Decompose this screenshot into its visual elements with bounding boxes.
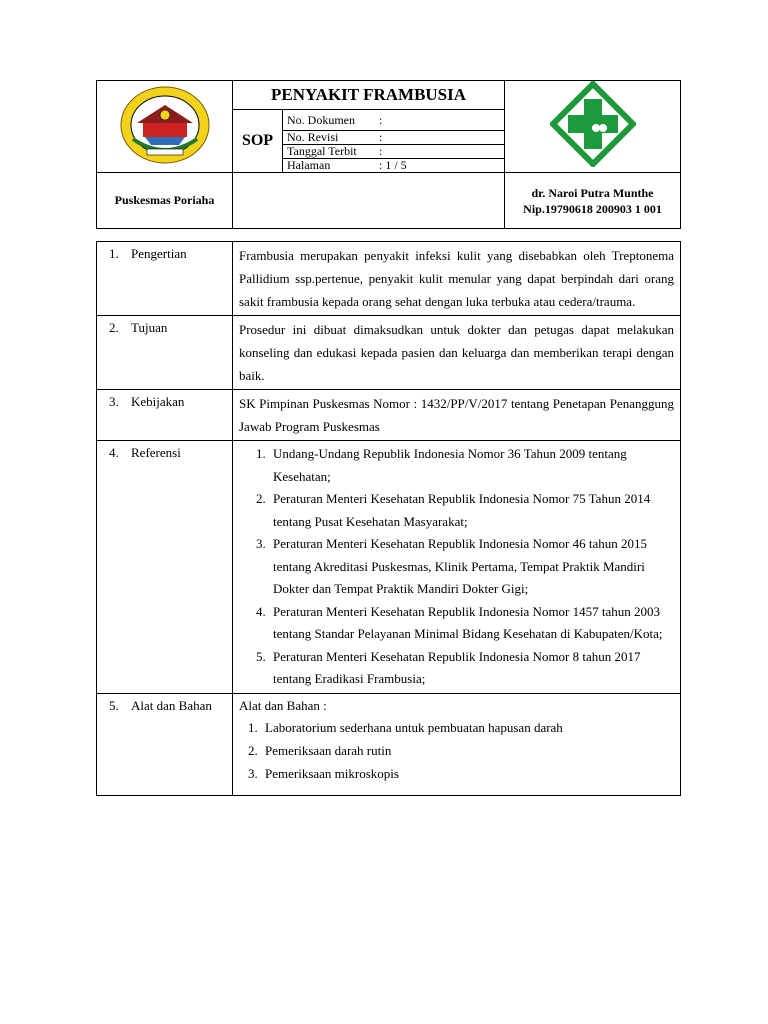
- list-item: 3. Peraturan Menteri Kesehatan Republik Indonesia Nomor 46 tahun 2015 tentang Akreditasi Puskesmas, Klinik Pertama, Tempat Praktik Mandiri Dokter dan Tempat Praktik Mandiri Dokter Gigi;: [269, 533, 674, 601]
- regional-emblem-icon: [117, 83, 213, 165]
- section-row-alat-dan-bahan: [97, 693, 681, 795]
- doctor-name: dr. Naroi Putra Munthe: [531, 185, 654, 200]
- section-text: SK Pimpinan Puskesmas Nomor : 1432/PP/V/2017 tentang Penetapan Penanggung Jawab Program Puskesmas: [233, 390, 681, 441]
- meta-no-dokumen: No. Dokumen :: [283, 110, 505, 131]
- list-item: 2. Peraturan Menteri Kesehatan Republik Indonesia Nomor 75 Tahun 2014 tentang Pusat Kesehatan Masyarakat;: [269, 488, 674, 533]
- list-item: 1. Undang-Undang Republik Indonesia Nomor 36 Tahun 2009 tentang Kesehatan;: [269, 443, 674, 488]
- meta-no-revisi: No. Revisi :: [283, 131, 505, 145]
- referensi-list: [239, 443, 674, 691]
- puskesmas-name: Puskesmas Poriaha: [97, 173, 233, 229]
- sop-label: SOP: [233, 110, 283, 173]
- section-list-cell: [233, 441, 681, 694]
- regional-emblem-cell: [97, 81, 233, 173]
- list-item: 3. Pemeriksaan mikroskopis: [261, 762, 674, 785]
- section-row-pengertian: [97, 242, 681, 316]
- meta-tanggal-terbit: Tanggal Terbit :: [283, 145, 505, 159]
- section-label: 1. Pengertian: [97, 242, 233, 316]
- document-title: PENYAKIT FRAMBUSIA: [233, 81, 505, 110]
- empty-header-cell: [233, 173, 505, 229]
- health-cross-logo-icon: [550, 81, 636, 167]
- alat-intro: Alat dan Bahan :: [239, 697, 327, 713]
- list-item: 5. Peraturan Menteri Kesehatan Republik Indonesia Nomor 8 tahun 2017 tentang Eradikasi Frambusia;: [269, 646, 674, 691]
- section-row-kebijakan: [97, 390, 681, 441]
- section-text: Frambusia merupakan penyakit infeksi kulit yang disebabkan oleh Treptonema Pallidium ssp.pertenue, penyakit kulit menular yang dapat berpindah dari orang sakit frambusia kepada orang sehat dengan luka terbuka atau cedera/trauma.: [233, 242, 681, 316]
- section-row-referensi: [97, 441, 681, 694]
- section-label: 2. Tujuan: [97, 316, 233, 390]
- header-table: [96, 80, 681, 229]
- list-item: 1. Laboratorium sederhana untuk pembuatan hapusan darah: [261, 716, 674, 739]
- meta-halaman: Halaman : 1 / 5: [283, 159, 505, 173]
- list-item: 4. Peraturan Menteri Kesehatan Republik Indonesia Nomor 1457 tahun 2003 tentang Standar Pelayanan Minimal Bidang Kesehatan di Kabupaten/Kota;: [269, 601, 674, 646]
- alat-list: [239, 716, 674, 785]
- section-list-cell: [233, 693, 681, 795]
- section-row-tujuan: [97, 316, 681, 390]
- section-text: Prosedur ini dibuat dimaksudkan untuk dokter dan petugas dapat melakukan konseling dan edukasi kepada pasien dan keluarga dan memberikan terapi dengan baik.: [233, 316, 681, 390]
- list-item: 2. Pemeriksaan darah rutin: [261, 739, 674, 762]
- section-label: 5. Alat dan Bahan: [97, 693, 233, 795]
- doctor-signature-block: [505, 173, 681, 229]
- doctor-nip: Nip.19790618 200903 1 001: [523, 201, 662, 216]
- section-label: 3. Kebijakan: [97, 390, 233, 441]
- section-label: 4. Referensi: [97, 441, 233, 694]
- content-table: [96, 241, 681, 796]
- health-logo-cell: [505, 81, 681, 173]
